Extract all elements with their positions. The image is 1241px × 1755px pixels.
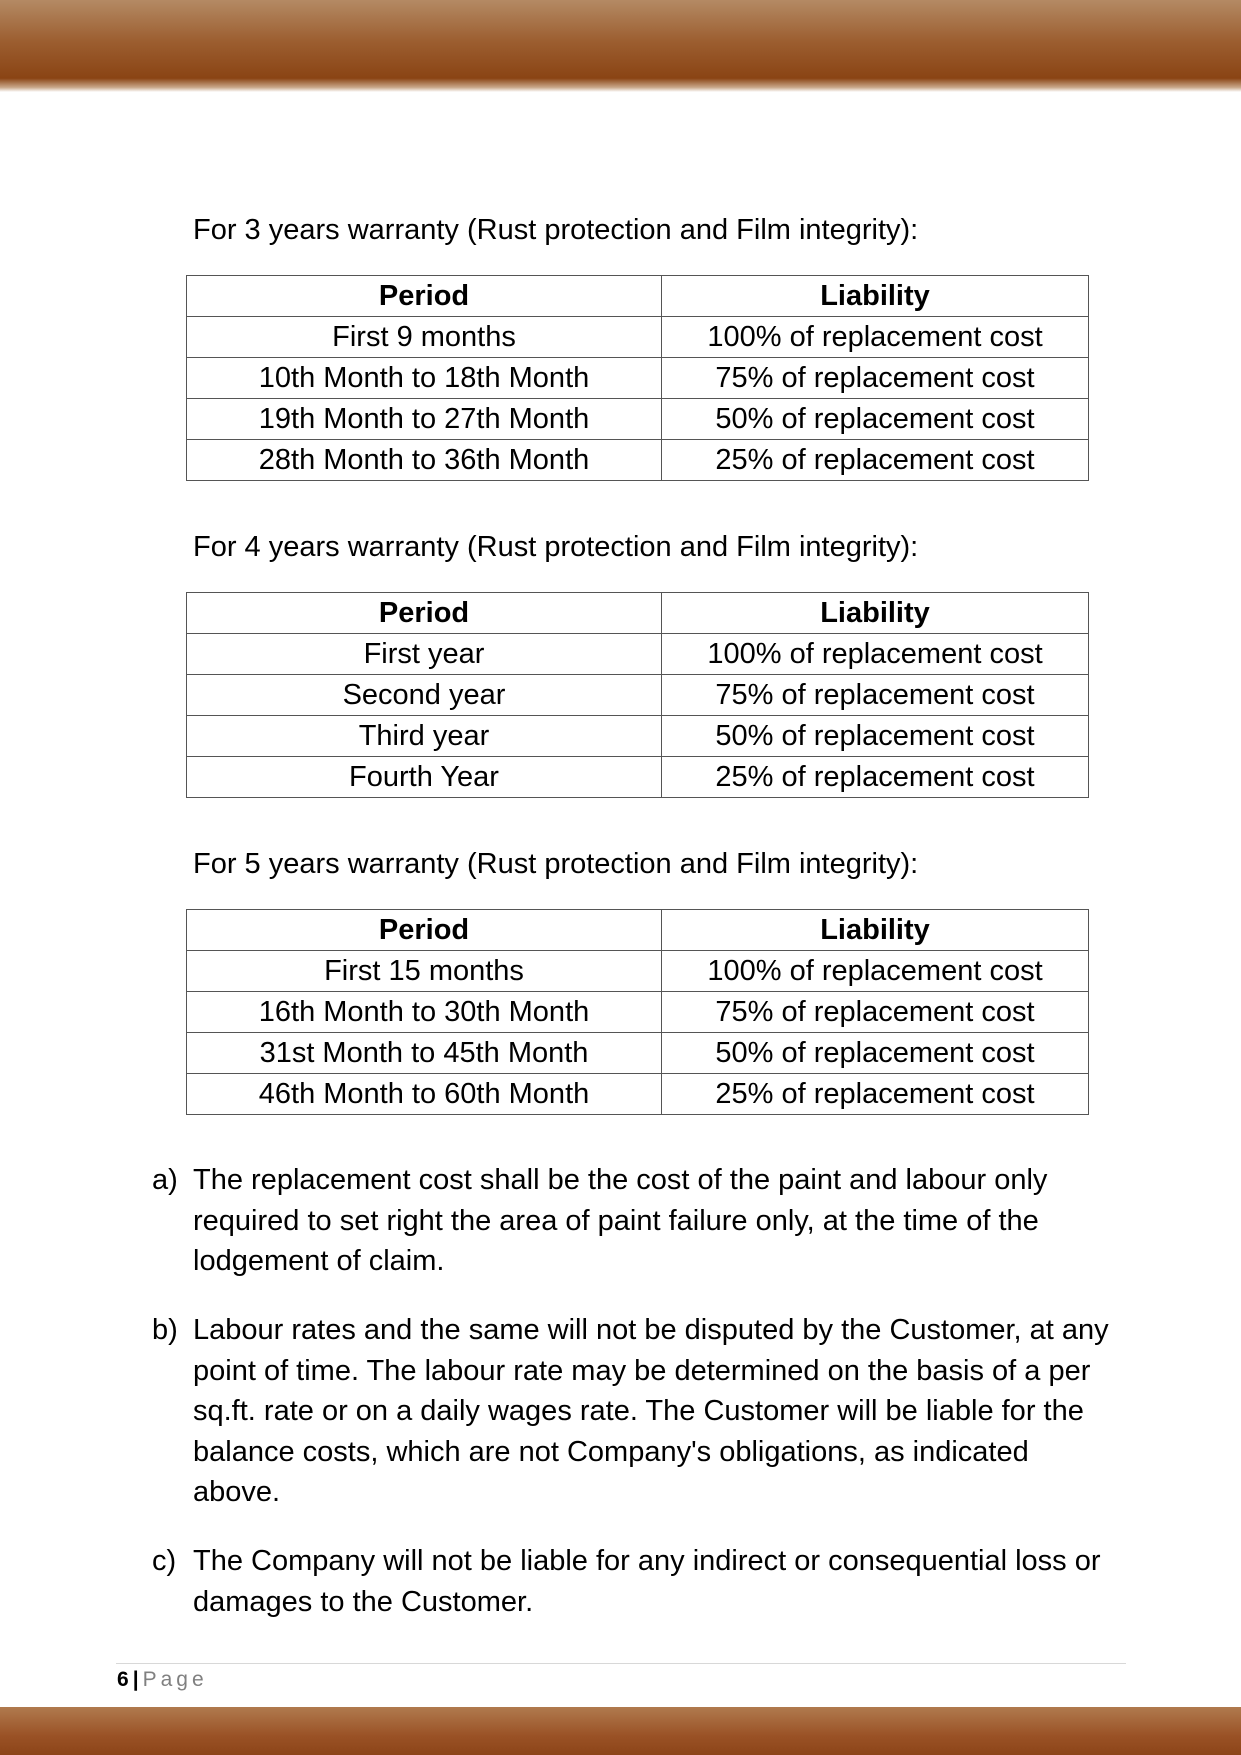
warranty-4-years-table — [186, 592, 1089, 798]
liability-header: Liability — [662, 910, 1089, 951]
note-c — [152, 1541, 1122, 1622]
footer-divider — [116, 1663, 1126, 1664]
liability-cell: 75% of replacement cost — [662, 358, 1089, 399]
period-cell: First 15 months — [187, 951, 662, 992]
period-cell: Second year — [187, 675, 662, 716]
note-label: c) — [152, 1545, 177, 1577]
warranty-4-years-heading: For 4 years warranty (Rust protection and Film integrity): — [193, 531, 919, 563]
page-separator: | — [132, 1668, 139, 1691]
table-row — [187, 634, 1089, 675]
liability-header: Liability — [662, 276, 1089, 317]
warranty-3-years-heading: For 3 years warranty (Rust protection and Film integrity): — [193, 214, 919, 246]
warranty-5-years-heading: For 5 years warranty (Rust protection and Film integrity): — [193, 848, 919, 880]
liability-cell: 50% of replacement cost — [662, 399, 1089, 440]
liability-cell: 50% of replacement cost — [662, 1033, 1089, 1074]
warranty-5-years-table — [186, 909, 1089, 1115]
liability-cell: 50% of replacement cost — [662, 716, 1089, 757]
table-row — [187, 1074, 1089, 1115]
liability-cell: 25% of replacement cost — [662, 757, 1089, 798]
period-cell: 31st Month to 45th Month — [187, 1033, 662, 1074]
liability-cell: 100% of replacement cost — [662, 951, 1089, 992]
table-row — [187, 992, 1089, 1033]
header-band — [0, 0, 1241, 92]
table-row — [187, 951, 1089, 992]
table-row — [187, 716, 1089, 757]
liability-cell: 25% of replacement cost — [662, 1074, 1089, 1115]
note-a — [152, 1160, 1122, 1282]
period-header: Period — [187, 276, 662, 317]
period-cell: 10th Month to 18th Month — [187, 358, 662, 399]
period-cell: 19th Month to 27th Month — [187, 399, 662, 440]
period-cell: First year — [187, 634, 662, 675]
page-footer — [117, 1668, 208, 1692]
period-header: Period — [187, 910, 662, 951]
page-number: 6 — [117, 1668, 129, 1691]
period-cell: First 9 months — [187, 317, 662, 358]
period-cell: 28th Month to 36th Month — [187, 440, 662, 481]
table-row — [187, 358, 1089, 399]
warranty-3-years-table — [186, 275, 1089, 481]
note-text: Labour rates and the same will not be disputed by the Customer, at any point of time. The labour rate may be determined on the basis of a per sq.ft. rate or on a daily wages rate. The Customer will be liable for the balance costs, which are not Company's obligations, as indicated above. — [193, 1314, 1109, 1508]
liability-cell: 100% of replacement cost — [662, 317, 1089, 358]
page-word: Page — [142, 1668, 208, 1691]
period-cell: 16th Month to 30th Month — [187, 992, 662, 1033]
liability-cell: 75% of replacement cost — [662, 992, 1089, 1033]
liability-cell: 75% of replacement cost — [662, 675, 1089, 716]
table-row — [187, 399, 1089, 440]
table-row — [187, 675, 1089, 716]
note-label: b) — [152, 1314, 178, 1346]
period-cell: Fourth Year — [187, 757, 662, 798]
liability-cell: 25% of replacement cost — [662, 440, 1089, 481]
period-cell: 46th Month to 60th Month — [187, 1074, 662, 1115]
table-header-row — [187, 276, 1089, 317]
table-row — [187, 1033, 1089, 1074]
note-text: The replacement cost shall be the cost of the paint and labour only required to set right the area of paint failure only, at the time of the lodgement of claim. — [193, 1164, 1048, 1277]
table-row — [187, 440, 1089, 481]
note-label: a) — [152, 1164, 178, 1196]
table-row — [187, 757, 1089, 798]
note-text: The Company will not be liable for any indirect or consequential loss or damages to the Customer. — [193, 1545, 1101, 1618]
table-row — [187, 317, 1089, 358]
liability-header: Liability — [662, 593, 1089, 634]
table-header-row — [187, 910, 1089, 951]
liability-cell: 100% of replacement cost — [662, 634, 1089, 675]
table-header-row — [187, 593, 1089, 634]
period-header: Period — [187, 593, 662, 634]
period-cell: Third year — [187, 716, 662, 757]
note-b — [152, 1310, 1122, 1513]
footer-band — [0, 1707, 1241, 1755]
